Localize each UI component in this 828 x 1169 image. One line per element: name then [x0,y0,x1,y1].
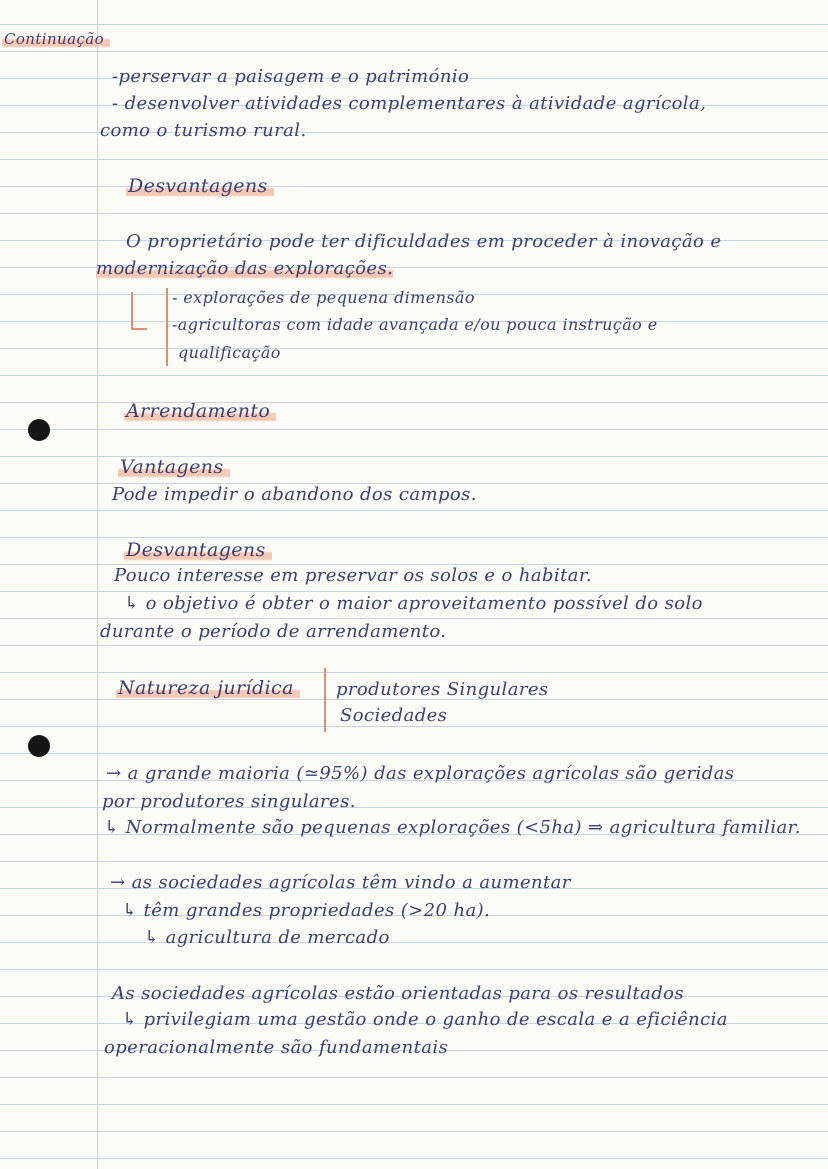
list-bar [166,288,168,366]
margin-line [97,0,98,1169]
note-line-4: → as sociedades agrícolas têm vindo a aumentar [110,872,571,893]
arr-desvantagens-heading: Desvantagens [124,537,272,563]
note-line-1: → a grande maioria (≃95%) das explorações agrícolas são geridas [106,763,735,784]
punch-hole-bottom [28,735,50,757]
note-line-8: ↳ privilegiam uma gestão onde o ganho de escala e a eficiência [122,1009,728,1030]
vantagens-text: Pode impedir o abandono dos campos. [112,484,477,505]
note-line-5: ↳ têm grandes propriedades (>20 ha). [122,900,491,921]
vantagens-heading: Vantagens [118,454,230,480]
desvantagens-heading: Desvantagens [126,173,274,199]
natureza-item-1: produtores Singulares [336,679,549,700]
arr-desvantagens-line-2: ↳ o objetivo é obter o maior aproveitamento possível do solo [124,593,703,614]
desvantagens-line-5: qualificação [178,343,281,362]
note-line-7: As sociedades agrícolas estão orientadas para os resultados [112,983,685,1004]
natureza-label: Natureza jurídica [116,675,300,701]
note-line-6: ↳ agricultura de mercado [144,927,390,948]
natureza-bar [324,668,326,732]
bracket-mark [131,292,147,330]
intro-line-1: -perservar a paisagem e o património [112,66,470,87]
desvantagens-line-2: modernização das explorações. [96,258,394,279]
intro-line-2: - desenvolver atividades complementares à atividade agrícola, [112,93,707,114]
desvantagens-line-3: - explorações de pequena dimensão [172,288,475,307]
arrendamento-heading: Arrendamento [124,398,276,424]
note-line-3: ↳ Normalmente são pequenas explorações (<5ha) ⇒ agricultura familiar. [104,817,801,838]
note-line-2: por produtores singulares. [102,791,356,812]
arr-desvantagens-line-1: Pouco interesse em preservar os solos e o habitar. [114,565,593,586]
note-line-9: operacionalmente são fundamentais [104,1037,449,1058]
natureza-item-2: Sociedades [340,705,448,726]
desvantagens-line-4: -agricultoras com idade avançada e/ou pouca instrução e [172,315,658,334]
continuation-label: Continuação [2,26,110,52]
arr-desvantagens-line-3: durante o período de arrendamento. [100,621,447,642]
punch-hole-top [28,419,50,441]
desvantagens-line-1: O proprietário pode ter dificuldades em proceder à inovação e [126,231,722,252]
intro-line-3: como o turismo rural. [100,120,307,141]
